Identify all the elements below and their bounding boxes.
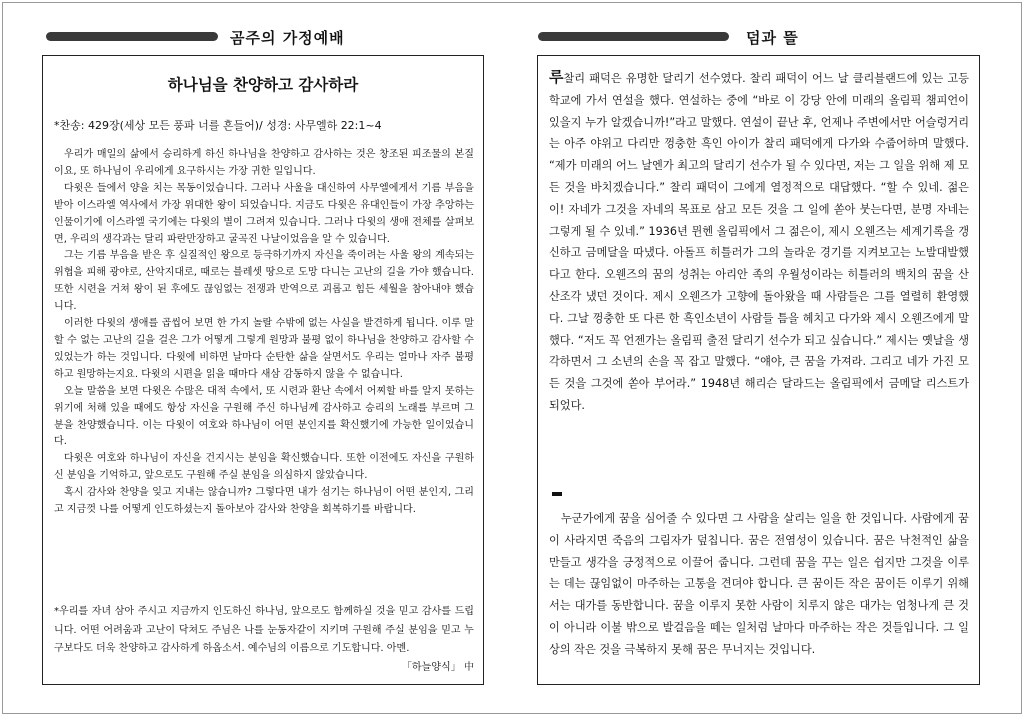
sermon-body [54, 147, 474, 519]
closing-prayer [54, 603, 474, 677]
sermon-paragraph: 그는 기름 부음을 받은 후 실질적인 왕으로 등극하기까지 자신을 죽이려는 사울 왕의 계속되는 위협을 피해 광야로, 산악지대로, 때로는 블레셋 땅으로 도망 다니는 고난의 길을 가야 했습니다. 또한 시련을 거쳐 왕이 된 후에도 끊임없는 전쟁과 반역으로 괴롭고 힘든 세월을 참아내야 했습니다. [54, 250, 474, 313]
source-citation: 「하늘양식」 中 [401, 661, 474, 673]
left-header-title: 곰주의 가정예배 [230, 29, 345, 47]
story-body: 찰리 패덕은 유명한 달리기 선수였다. 찰리 패덕이 어느 날 클리블랜드에 있는 고등학교에 가서 연설을 했다. 연설하는 중에 “바로 이 강당 안에 미래의 올림픽 챔피언이 있을지 누가 알겠습니까!”라고 말했다. 연설이 끝난 후, 언제나 주변에서만 어슬렁거리는 아주 야위고 다리만 껑충한 흑인 아이가 찰리 패덕에게 다가와 수줍어하며 말했다. “제가 미래의 어느 날엔가 최고의 달리기 선수가 될 수 있다면, 저는 그 일을 위해 제 모든 것을 바치겠습니다.” 찰리 패덕이 그에게 열정적으로 대답했다. “할 수 있네. 젊은이! 자네가 그것을 자네의 목표로 삼고 모든 것을 그 일에 쏟아 붓는다면, 분명 자네는 그렇게 될 수 있네.” 1936년 뮌헨 올림픽에서 그 젊은이, 제시 오웬즈는 세계기록을 갱신하고 금메달을 따냈다. 아돌프 히틀러가 그의 놀라운 경기를 지켜보고는 노발대발했다고 한다. 오웬즈의 꿈의 성취는 아리안 족의 우월성이라는 히틀러의 백치의 꿈을 산산조각 냈던 것이다. 제시 오웬즈가 고향에 돌아왔을 때 사람들은 그를 열렬히 환영했다. 그날 껑충한 또 다른 한 흑인소년이 사람들 틈을 헤치고 다가와 제시 오웬즈에게 말했다. “저도 꼭 언젠가는 올림픽 출전 달리기 선수가 되고 싶습니다.” 제시는 옛날을 생각하면서 그 소년의 손을 꼭 잡고 말했다. “얘야, 큰 꿈을 가져라. 그리고 네가 가진 모든 것을 그것에 쏟아 부어라.” 1948년 해리슨 달라드는 올림픽에서 금메달 리스트가 되었다. [549, 72, 969, 412]
story-dropcap: 루 [549, 68, 564, 86]
sermon-paragraph: 오늘 말씀을 보면 다윗은 수많은 대적 속에서, 또 시련과 환난 속에서 어찌할 바를 알지 못하는 위기에 처해 있을 때에도 항상 자신을 구원해 주신 하나님께 감사하고 승리의 노래를 부르며 그분을 찬양했습니다. 이는 다윗이 여호와 하나님이 어떤 분인지를 확신했기에 가능한 일이었습니다. [54, 385, 474, 448]
story-text [549, 67, 969, 417]
section-marker [552, 492, 562, 496]
hymn-scripture-line: *찬송: 429장(세상 모든 풍파 너를 흔들어)/ 성경: 사무엘하 22:1~4 [54, 119, 382, 132]
worship-panel [42, 55, 484, 685]
right-header-title: 덤과 뜰 [746, 29, 799, 47]
right-header-bar [538, 32, 729, 41]
sermon-paragraph: 우리가 매일의 삶에서 승리하게 하신 하나님을 찬양하고 감사하는 것은 창조된 피조물의 본질이요, 또 하나님이 우리에게 요구하시는 가장 귀한 일입니다. [54, 149, 474, 177]
prayer-text: *우리를 자녀 삼아 주시고 지금까지 인도하신 하나님, 앞으로도 함께하실 것을 믿고 감사를 드립니다. 어떤 어려움과 고난이 닥쳐도 주님은 나를 눈동자같이 지키며 구원해 주실 분임을 믿고 누구보다도 더욱 찬양하고 감사하게 하옵소서. 예수님의 이름으로 기도합니다. 아멘. [54, 606, 474, 654]
sermon-paragraph: 다윗은 들에서 양을 치는 목동이었습니다. 그러나 사울을 대신하여 사무엘에게서 기름 부음을 받아 이스라엘 역사에서 가장 위대한 왕이 되었습니다. 지금도 다윗은 유대인들이 가장 추앙하는 인물이기에 이스라엘 국기에는 다윗의 별이 그려져 있습니다. 그러나 다윗의 생애 전체를 살펴보면, 우리의 생각과는 달리 파란만장하고 굴곡진 나날이었음을 알 수 있습니다. [54, 182, 474, 245]
reflection-paragraph: 누군가에게 꿈을 심어줄 수 있다면 그 사람을 살리는 일을 한 것입니다. 사람에게 꿈이 사라지면 죽음의 그림자가 덮칩니다. 꿈은 전염성이 있습니다. 꿈은 낙천적인 삶을 만들고 생각을 긍정적으로 이끌어 줍니다. 그런데 꿈을 꾸는 일은 쉽지만 그것을 이루는 데는 끊임없이 마주하는 고통을 견뎌야 합니다. 큰 꿈이든 작은 꿈이든 이루기 위해서는 대가를 동반합니다. 꿈을 이루지 못한 사람이 치루지 않은 대가는 엄청나게 큰 것이 아니라 이불 밖으로 발걸음을 떼는 일처럼 날마다 마주하는 작은 것들입니다. 그 일상의 작은 것을 극복하지 못해 꿈은 무너지는 것입니다. [549, 512, 969, 656]
left-header-bar [46, 32, 218, 41]
reflection-text [549, 508, 969, 661]
sermon-paragraph: 혹시 감사와 찬양을 잊고 지내는 않습니까? 그렇다면 내가 섬기는 하나님이 어떤 분인지, 그리고 지금껏 나를 어떻게 인도하셨는지 돌아보아 감사와 찬양을 회복하기를 바랍니다. [54, 487, 474, 516]
story-panel [537, 55, 980, 685]
sermon-paragraph: 이러한 다윗의 생애를 곱씹어 보면 한 가지 놀랄 수밖에 없는 사실을 발견하게 됩니다. 이루 말할 수 없는 고난의 길을 걸은 그가 어떻게 그렇게 원망과 불평 없이 하나님을 찬양하고 감사할 수 있었는가 하는 것입니다. 다윗에 비하면 날마다 순탄한 삶을 살면서도 우리는 얼마나 자주 불평하고 원망하는지요. 다윗의 시편을 읽을 때마다 새삼 감동하지 않을 수 없습니다. [54, 318, 474, 380]
sermon-title: 하나님을 찬양하고 감사하라 [167, 76, 359, 94]
sermon-paragraph: 다윗은 여호와 하나님이 자신을 건지시는 분임을 확신했습니다. 또한 이전에도 자신을 구원하신 분임을 기억하고, 앞으로도 구원해 주실 분임을 의심하지 않았습니다. [54, 453, 474, 482]
